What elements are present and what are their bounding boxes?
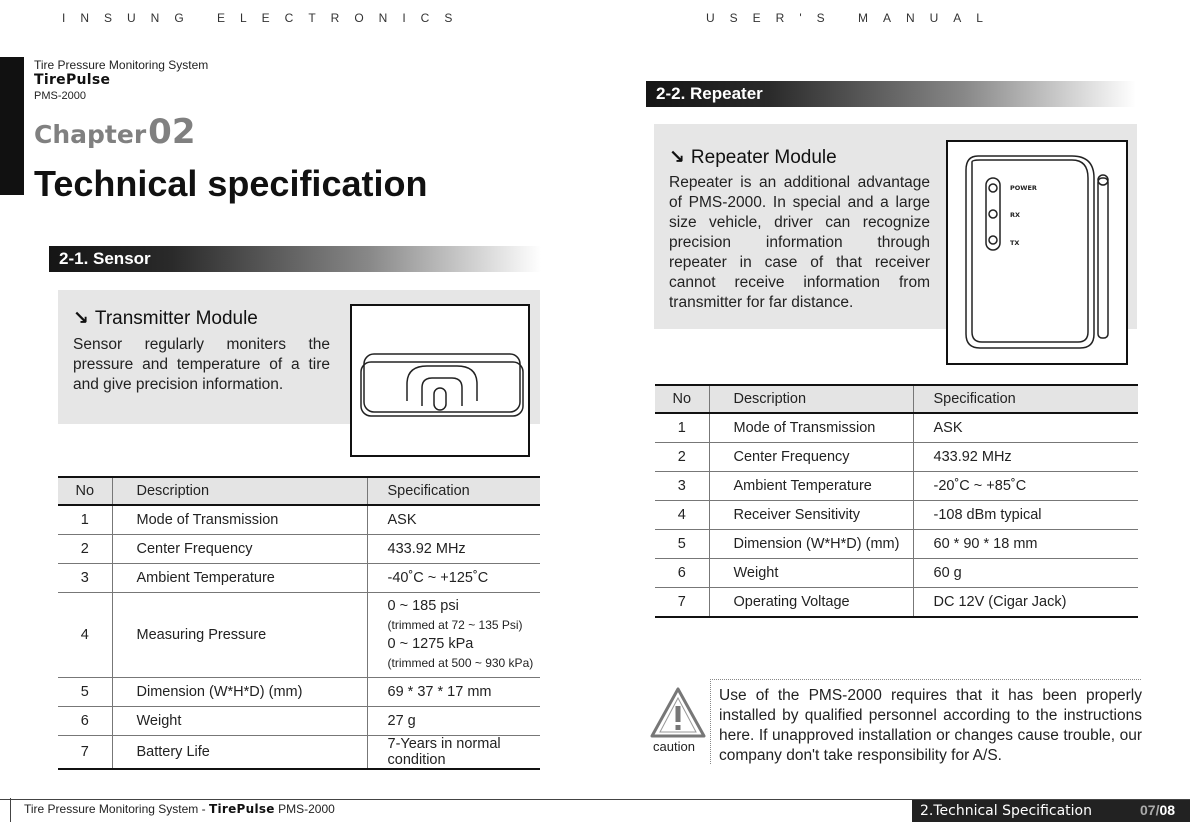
section-header-repeater: 2-2. Repeater	[646, 81, 1136, 107]
section-header-sensor: 2-1. Sensor	[49, 246, 541, 272]
cell-spec: ASK	[913, 413, 1138, 443]
cell-spec: 7-Years in normal condition	[367, 736, 540, 770]
table-row	[655, 443, 1138, 472]
page-number	[1140, 802, 1175, 818]
footer-system: Tire Pressure Monitoring System -	[24, 802, 206, 816]
cell-spec: -20˚C ~ +85˚C	[913, 472, 1138, 501]
brand-model: PMS-2000	[34, 90, 86, 102]
table-row	[58, 505, 540, 535]
spec-line: 0 ~ 185 psi	[387, 598, 459, 614]
cell-description: Center Frequency	[709, 443, 913, 472]
cell-no: 5	[58, 678, 112, 707]
table-row	[655, 559, 1138, 588]
cell-description: Receiver Sensitivity	[709, 501, 913, 530]
chapter-heading	[34, 112, 195, 152]
cell-description: Weight	[709, 559, 913, 588]
brand-system: Tire Pressure Monitoring System	[34, 58, 209, 72]
table-row	[655, 588, 1138, 618]
cell-no: 1	[655, 413, 709, 443]
table-row	[58, 535, 540, 564]
table-row	[58, 564, 540, 593]
page-current: 07	[1140, 802, 1156, 818]
cell-spec: DC 12V (Cigar Jack)	[913, 588, 1138, 618]
cell-no: 4	[58, 593, 112, 678]
cell-no: 1	[58, 505, 112, 535]
device-label-rx: RX	[1010, 211, 1021, 219]
cell-no: 5	[655, 530, 709, 559]
repeater-spec-table	[655, 384, 1138, 618]
cell-description: Ambient Temperature	[112, 564, 367, 593]
cell-no: 3	[58, 564, 112, 593]
cell-description: Measuring Pressure	[112, 593, 367, 678]
device-label-tx: TX	[1010, 239, 1020, 247]
spec-line: (trimmed at 72 ~ 135 Psi)	[387, 618, 523, 632]
spec-line: (trimmed at 500 ~ 930 kPa)	[387, 656, 534, 670]
caution-label: caution	[653, 739, 695, 754]
cell-spec: -108 dBm typical	[913, 501, 1138, 530]
cell-no: 3	[655, 472, 709, 501]
cell-spec: 69 * 37 * 17 mm	[367, 678, 540, 707]
repeater-illustration	[948, 142, 1126, 363]
cell-no: 2	[655, 443, 709, 472]
cell-description: Battery Life	[112, 736, 367, 770]
cell-spec: -40˚C ~ +125˚C	[367, 564, 540, 593]
table-row	[58, 707, 540, 736]
footer-tick	[10, 798, 11, 822]
spec-line: 0 ~ 1275 kPa	[387, 636, 474, 652]
footer-logo: TirePulse	[208, 802, 275, 816]
page-separator: /	[1155, 802, 1160, 818]
table-header-row	[58, 477, 540, 505]
col-header-no: No	[655, 385, 709, 413]
table-row	[655, 501, 1138, 530]
transmitter-module-description: Sensor regularly moniters the pressure and temperature of a tire and give precision information.	[73, 336, 330, 393]
header-manual: USER'S MANUAL	[706, 11, 998, 25]
table-row	[655, 413, 1138, 443]
cell-description: Weight	[112, 707, 367, 736]
cell-no: 6	[58, 707, 112, 736]
transmitter-module-title: ↘ Transmitter Module	[73, 307, 258, 329]
cell-description: Dimension (W*H*D) (mm)	[709, 530, 913, 559]
cell-spec: 433.92 MHz	[913, 443, 1138, 472]
cell-description: Mode of Transmission	[709, 413, 913, 443]
cell-spec: 433.92 MHz	[367, 535, 540, 564]
sensor-spec-table	[58, 476, 540, 770]
table-row	[58, 678, 540, 707]
transmitter-image	[350, 304, 530, 457]
cell-description: Dimension (W*H*D) (mm)	[112, 678, 367, 707]
header-company: INSUNG ELECTRONICS	[62, 11, 468, 25]
cell-no: 7	[655, 588, 709, 618]
cell-no: 7	[58, 736, 112, 770]
page-title: Technical specification	[34, 163, 428, 204]
cell-spec: 27 g	[367, 707, 540, 736]
col-header-specification: Specification	[913, 385, 1138, 413]
cell-spec: ASK	[367, 505, 540, 535]
cell-no: 4	[655, 501, 709, 530]
cell-description: Ambient Temperature	[709, 472, 913, 501]
cell-no: 2	[58, 535, 112, 564]
device-label-power: POWER	[1010, 184, 1037, 192]
arrow-down-right-icon: ↘	[669, 146, 685, 168]
col-header-specification: Specification	[367, 477, 540, 505]
table-row	[58, 593, 540, 678]
footer-section-box	[912, 800, 1190, 822]
arrow-down-right-icon: ↘	[73, 307, 89, 329]
caution-icon	[650, 686, 706, 740]
caution-text: Use of the PMS-2000 requires that it has been properly installed by qualified personnel according to the instructions here. If unapproved installation or changes cause trouble, our company don't take responsibility for A/S.	[719, 687, 1142, 764]
cell-description: Center Frequency	[112, 535, 367, 564]
chapter-number: 02	[148, 112, 196, 152]
cell-no: 6	[655, 559, 709, 588]
brand-logo: TirePulse	[34, 72, 111, 88]
col-header-no: No	[58, 477, 112, 505]
footer-model: PMS-2000	[278, 802, 335, 816]
cell-spec: 60 * 90 * 18 mm	[913, 530, 1138, 559]
cell-spec: 60 g	[913, 559, 1138, 588]
repeater-module-title: ↘ Repeater Module	[669, 146, 837, 168]
table-row	[655, 530, 1138, 559]
chapter-word: Chapter	[34, 120, 147, 149]
table-header-row	[655, 385, 1138, 413]
chapter-sidebar-bar	[0, 57, 24, 195]
transmitter-illustration	[352, 306, 528, 455]
repeater-image	[946, 140, 1128, 365]
cell-description: Operating Voltage	[709, 588, 913, 618]
table-row	[655, 472, 1138, 501]
col-header-description: Description	[112, 477, 367, 505]
col-header-description: Description	[709, 385, 913, 413]
footer-section-title: 2.Technical Specification	[920, 803, 1092, 819]
repeater-module-description: Repeater is an additional advantage of PMS-2000. In special and a large size vehicle, driver can recognize precision information through repeater in case of that receiver cannot receive information from transmitter for far distance.	[669, 174, 930, 311]
footer-brand	[24, 802, 335, 816]
cell-description: Mode of Transmission	[112, 505, 367, 535]
cell-spec-multiline	[367, 593, 540, 678]
page-total: 08	[1159, 802, 1176, 818]
table-row	[58, 736, 540, 770]
